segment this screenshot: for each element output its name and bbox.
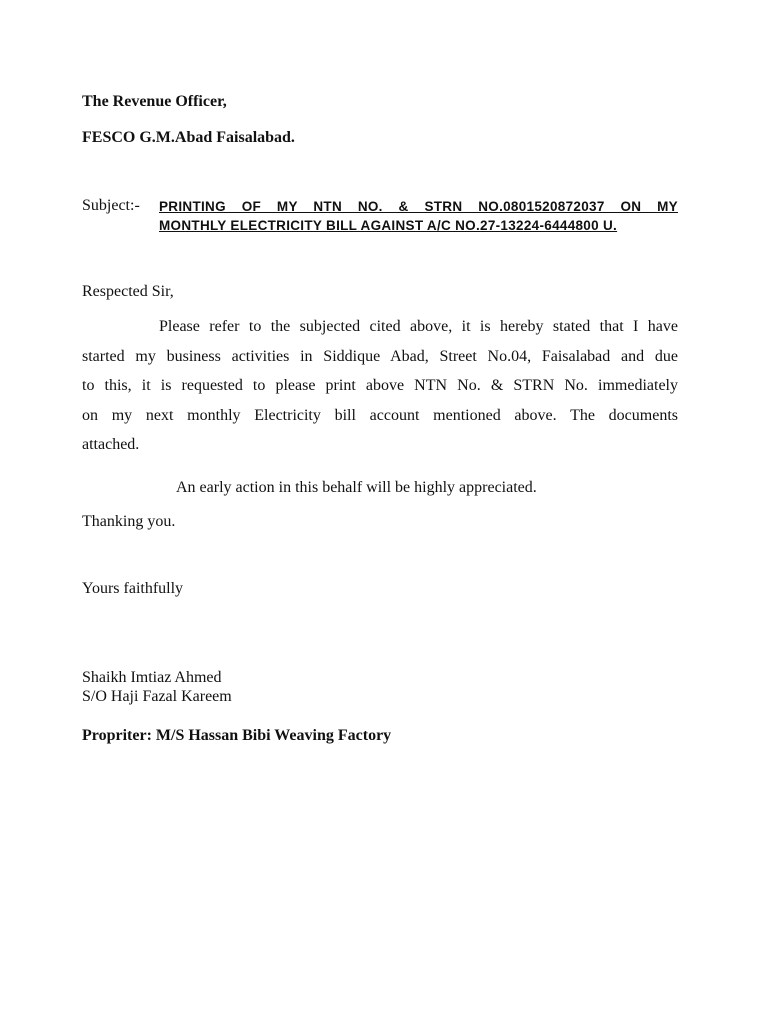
subject-label: Subject:- (82, 197, 140, 214)
salutation: Respected Sir, (82, 283, 174, 300)
signer-name: Shaikh Imtiaz Ahmed (82, 669, 222, 686)
proprietor-line: Propriter: M/S Hassan Bibi Weaving Factory (82, 727, 392, 744)
body-line: Please refer to the subjected cited above, it is hereby stated that I have (159, 318, 678, 335)
recipient-address: FESCO G.M.Abad Faisalabad. (82, 129, 295, 146)
recipient-title: The Revenue Officer, (82, 93, 227, 110)
body-line: on my next monthly Electricity bill account mentioned above. The documents (82, 406, 678, 424)
body-paragraph (82, 312, 678, 460)
body-line: started my business activities in Siddique Abad, Street No.04, Faisalabad and due (82, 347, 678, 365)
subject-line-1: PRINTING OF MY NTN NO. & STRN NO.0801520872037 ON MY (159, 199, 678, 214)
signer-parent: S/O Haji Fazal Kareem (82, 688, 232, 705)
closing-request: An early action in this behalf will be highly appreciated. (176, 479, 537, 496)
thanks-line: Thanking you. (82, 513, 176, 530)
valediction: Yours faithfully (82, 580, 184, 597)
subject-line-2: MONTHLY ELECTRICITY BILL AGAINST A/C NO.27-13224-6444800 U. (159, 218, 618, 233)
body-line: attached. (82, 436, 140, 453)
body-line: to this, it is requested to please print above NTN No. & STRN No. immediately (82, 377, 678, 394)
